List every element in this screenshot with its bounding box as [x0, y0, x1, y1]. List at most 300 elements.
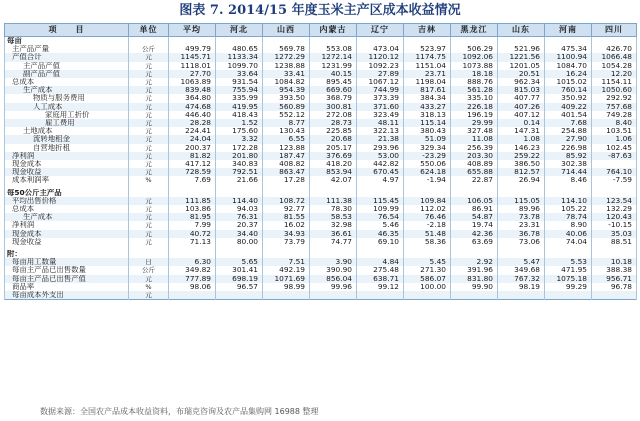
- data-cell: 1073.88: [451, 62, 498, 70]
- data-cell: 1.08: [498, 135, 545, 143]
- data-cell: 329.34: [404, 144, 451, 152]
- data-cell: 371.60: [357, 103, 404, 111]
- table-row: [5, 283, 637, 291]
- data-cell: -10.15: [592, 221, 637, 229]
- row-label: 附：: [5, 250, 129, 258]
- data-cell: -2.18: [404, 221, 451, 229]
- table-row: [5, 111, 637, 119]
- row-label: 商品率: [5, 283, 129, 291]
- data-cell: 446.40: [169, 111, 216, 119]
- data-cell: 96.57: [216, 283, 263, 291]
- data-cell: 88.51: [592, 238, 637, 246]
- data-cell: 523.97: [404, 45, 451, 53]
- column-header: 山东: [498, 24, 545, 37]
- data-cell: 655.88: [451, 168, 498, 176]
- data-cell: [216, 291, 263, 300]
- data-cell: 1084.70: [545, 62, 592, 70]
- data-cell: 442.82: [357, 160, 404, 168]
- table-row: [5, 168, 637, 176]
- data-cell: 1092.06: [451, 53, 498, 61]
- data-cell: 81.95: [169, 213, 216, 221]
- data-cell: 1272.14: [310, 53, 357, 61]
- data-cell: [169, 250, 216, 258]
- data-cell: 1015.02: [545, 78, 592, 86]
- data-cell: 196.19: [451, 111, 498, 119]
- column-header: 四川: [592, 24, 637, 37]
- data-cell: 5.53: [545, 258, 592, 266]
- row-unit: 元: [129, 144, 169, 152]
- data-cell: 0.14: [498, 119, 545, 127]
- data-cell: 8.46: [545, 176, 592, 184]
- data-cell: 21.66: [216, 176, 263, 184]
- data-cell: 254.88: [545, 127, 592, 135]
- data-cell: 51.48: [404, 230, 451, 238]
- data-cell: 78.74: [545, 213, 592, 221]
- data-cell: 569.78: [263, 45, 310, 53]
- data-cell: 21.38: [357, 135, 404, 143]
- data-cell: [310, 37, 357, 46]
- data-cell: 376.69: [310, 152, 357, 160]
- table-row: [5, 213, 637, 221]
- data-cell: 1133.34: [216, 53, 263, 61]
- data-cell: 48.11: [357, 119, 404, 127]
- data-cell: 111.85: [169, 197, 216, 205]
- row-unit: 元: [129, 103, 169, 111]
- row-unit: 元: [129, 86, 169, 94]
- data-cell: 78.30: [310, 205, 357, 213]
- row-label: 每亩成本外支出: [5, 291, 129, 300]
- data-cell: 368.79: [310, 94, 357, 102]
- page-title: 图表 7. 2014/15 年度玉米主产区成本收益情况: [179, 3, 461, 18]
- data-cell: 115.05: [498, 197, 545, 205]
- data-cell: 76.31: [216, 213, 263, 221]
- row-unit: %: [129, 176, 169, 184]
- data-cell: 17.28: [263, 176, 310, 184]
- row-label: 主产品产值: [5, 62, 129, 70]
- data-cell: 28.73: [310, 119, 357, 127]
- data-cell: [310, 291, 357, 300]
- data-cell: 561.28: [451, 86, 498, 94]
- data-cell: 956.71: [592, 275, 637, 283]
- data-cell: 300.81: [310, 103, 357, 111]
- data-cell: 80.00: [216, 238, 263, 246]
- data-cell: 831.80: [451, 275, 498, 283]
- data-cell: 954.39: [263, 86, 310, 94]
- data-cell: 669.60: [310, 86, 357, 94]
- data-cell: 409.22: [545, 103, 592, 111]
- row-unit: 元: [129, 291, 169, 300]
- row-label: 产值合计: [5, 53, 129, 61]
- data-cell: 744.99: [357, 86, 404, 94]
- row-unit: 元: [129, 119, 169, 127]
- data-cell: 407.12: [498, 111, 545, 119]
- data-cell: 1054.28: [592, 62, 637, 70]
- data-cell: 1071.69: [263, 275, 310, 283]
- table-row: [5, 86, 637, 94]
- data-cell: 1100.94: [545, 53, 592, 61]
- data-cell: 419.95: [216, 103, 263, 111]
- data-cell: 767.32: [498, 275, 545, 283]
- data-cell: 35.03: [592, 230, 637, 238]
- data-cell: 275.48: [357, 266, 404, 274]
- table-row: [5, 94, 637, 102]
- data-cell: 29.99: [451, 119, 498, 127]
- data-cell: 76.46: [404, 213, 451, 221]
- table-row: [5, 221, 637, 229]
- data-cell: 550.06: [404, 160, 451, 168]
- data-cell: 259.22: [498, 152, 545, 160]
- data-cell: 407.26: [498, 103, 545, 111]
- data-cell: [404, 37, 451, 46]
- data-cell: [592, 250, 637, 258]
- row-unit: [129, 250, 169, 258]
- row-unit: 元: [129, 160, 169, 168]
- row-label: 每亩主产品已出售数量: [5, 266, 129, 274]
- data-cell: [545, 189, 592, 197]
- data-cell: 114.10: [545, 197, 592, 205]
- data-cell: [216, 37, 263, 46]
- data-cell: 1.06: [592, 135, 637, 143]
- row-unit: [129, 37, 169, 46]
- data-cell: 99.29: [545, 283, 592, 291]
- row-unit: 元: [129, 221, 169, 229]
- row-label: 自营地折租: [5, 144, 129, 152]
- data-cell: 34.40: [216, 230, 263, 238]
- data-cell: 20.68: [310, 135, 357, 143]
- data-cell: 388.38: [592, 266, 637, 274]
- column-header: 辽宁: [357, 24, 404, 37]
- data-cell: 815.03: [498, 86, 545, 94]
- data-cell: [498, 250, 545, 258]
- data-cell: 272.08: [310, 111, 357, 119]
- data-cell: 839.48: [169, 86, 216, 94]
- data-cell: 1154.11: [592, 78, 637, 86]
- data-cell: 10.18: [592, 258, 637, 266]
- data-cell: 27.89: [357, 70, 404, 78]
- data-cell: 42.36: [451, 230, 498, 238]
- row-label: 净利润: [5, 152, 129, 160]
- data-cell: 103.51: [592, 127, 637, 135]
- data-cell: 380.43: [404, 127, 451, 135]
- data-cell: [357, 37, 404, 46]
- section-row: [5, 250, 637, 258]
- data-cell: 34.93: [263, 230, 310, 238]
- data-cell: 109.84: [404, 197, 451, 205]
- table-row: [5, 127, 637, 135]
- data-cell: 349.82: [169, 266, 216, 274]
- data-cell: 4.84: [357, 258, 404, 266]
- data-cell: 99.12: [357, 283, 404, 291]
- data-cell: [310, 189, 357, 197]
- data-cell: 106.05: [451, 197, 498, 205]
- data-cell: 96.78: [592, 283, 637, 291]
- data-cell: [263, 291, 310, 300]
- data-cell: 58.36: [404, 238, 451, 246]
- data-cell: -1.94: [404, 176, 451, 184]
- data-cell: 1099.70: [216, 62, 263, 70]
- data-cell: 1201.05: [498, 62, 545, 70]
- data-cell: 301.41: [216, 266, 263, 274]
- data-cell: 1118.01: [169, 62, 216, 70]
- data-cell: 100.00: [404, 283, 451, 291]
- data-cell: 670.45: [357, 168, 404, 176]
- data-cell: -23.29: [404, 152, 451, 160]
- row-label: 家庭用工折价: [5, 111, 129, 119]
- data-cell: 863.47: [263, 168, 310, 176]
- data-cell: 73.06: [498, 238, 545, 246]
- data-cell: 225.85: [310, 127, 357, 135]
- data-cell: 81.82: [169, 152, 216, 160]
- data-cell: 8.90: [545, 221, 592, 229]
- data-cell: 5.65: [216, 258, 263, 266]
- data-cell: 1151.04: [404, 62, 451, 70]
- data-cell: [263, 189, 310, 197]
- row-label: 雇工费用: [5, 119, 129, 127]
- data-cell: [451, 291, 498, 300]
- data-cell: 812.57: [498, 168, 545, 176]
- section-row: [5, 189, 637, 197]
- data-cell: 226.98: [545, 144, 592, 152]
- data-cell: 1272.29: [263, 53, 310, 61]
- data-cell: 1238.88: [263, 62, 310, 70]
- row-label: 净利润: [5, 221, 129, 229]
- data-cell: [404, 291, 451, 300]
- row-unit: 元: [129, 152, 169, 160]
- data-cell: 46.35: [357, 230, 404, 238]
- data-cell: 856.04: [310, 275, 357, 283]
- row-label: 现金成本: [5, 230, 129, 238]
- data-cell: 73.78: [498, 213, 545, 221]
- data-cell: -7.59: [592, 176, 637, 184]
- data-cell: 98.06: [169, 283, 216, 291]
- data-cell: 499.79: [169, 45, 216, 53]
- row-label: 人工成本: [5, 103, 129, 111]
- data-cell: 384.34: [404, 94, 451, 102]
- data-cell: 2.92: [451, 258, 498, 266]
- data-cell: 1174.75: [404, 53, 451, 61]
- data-cell: 19.74: [451, 221, 498, 229]
- data-cell: 147.31: [498, 127, 545, 135]
- row-unit: %: [129, 283, 169, 291]
- data-cell: 426.70: [592, 45, 637, 53]
- data-cell: 1120.12: [357, 53, 404, 61]
- row-label: 主产品产量: [5, 45, 129, 53]
- data-cell: 105.22: [545, 205, 592, 213]
- data-cell: 1084.82: [263, 78, 310, 86]
- row-label: 每亩主产品已出售产值: [5, 275, 129, 283]
- data-cell: [310, 250, 357, 258]
- data-cell: 335.99: [216, 94, 263, 102]
- data-cell: 7.51: [263, 258, 310, 266]
- column-header: 黑龙江: [451, 24, 498, 37]
- column-header: 单位: [129, 24, 169, 37]
- data-cell: 123.54: [592, 197, 637, 205]
- data-cell: 521.96: [498, 45, 545, 53]
- row-unit: 元: [129, 213, 169, 221]
- data-cell: 1050.60: [592, 86, 637, 94]
- table-row: [5, 275, 637, 283]
- row-unit: 元: [129, 78, 169, 86]
- data-cell: 757.68: [592, 103, 637, 111]
- data-cell: 36.78: [498, 230, 545, 238]
- data-cell: 175.60: [216, 127, 263, 135]
- data-cell: 226.18: [451, 103, 498, 111]
- data-cell: 433.27: [404, 103, 451, 111]
- data-cell: 749.28: [592, 111, 637, 119]
- data-cell: 418.43: [216, 111, 263, 119]
- data-cell: 698.19: [216, 275, 263, 283]
- data-cell: 86.91: [451, 205, 498, 213]
- data-cell: [169, 37, 216, 46]
- data-cell: 931.54: [216, 78, 263, 86]
- data-cell: 94.03: [216, 205, 263, 213]
- row-label: 总成本: [5, 78, 129, 86]
- data-cell: 560.89: [263, 103, 310, 111]
- row-label: 每亩: [5, 37, 129, 46]
- data-cell: 201.80: [216, 152, 263, 160]
- data-cell: 853.94: [310, 168, 357, 176]
- data-cell: [263, 37, 310, 46]
- data-cell: 638.71: [357, 275, 404, 283]
- source-note: 数据来源：全国农产品成本收益资料，布瑞克咨询及农产品集购网 16988 整理: [40, 407, 319, 416]
- row-label: 生产成本: [5, 213, 129, 221]
- data-cell: 123.88: [263, 144, 310, 152]
- data-cell: 99.96: [310, 283, 357, 291]
- row-unit: 元: [129, 238, 169, 246]
- data-cell: [498, 291, 545, 300]
- row-unit: 公斤: [129, 266, 169, 274]
- row-unit: 元: [129, 53, 169, 61]
- data-cell: [545, 250, 592, 258]
- data-cell: 1198.04: [404, 78, 451, 86]
- data-cell: 115.45: [357, 197, 404, 205]
- row-label: 副产品产值: [5, 70, 129, 78]
- data-cell: 408.82: [263, 160, 310, 168]
- data-cell: 26.94: [498, 176, 545, 184]
- data-cell: 23.71: [404, 70, 451, 78]
- data-cell: 1075.18: [545, 275, 592, 283]
- data-cell: 22.87: [451, 176, 498, 184]
- data-cell: 85.92: [545, 152, 592, 160]
- data-cell: 586.07: [404, 275, 451, 283]
- table-row: [5, 266, 637, 274]
- data-cell: 24.04: [169, 135, 216, 143]
- data-cell: 292.92: [592, 94, 637, 102]
- row-label: 生产成本: [5, 86, 129, 94]
- data-cell: 714.44: [545, 168, 592, 176]
- data-cell: 817.61: [404, 86, 451, 94]
- data-cell: 1063.89: [169, 78, 216, 86]
- data-cell: [404, 250, 451, 258]
- data-cell: 553.08: [310, 45, 357, 53]
- data-cell: 335.10: [451, 94, 498, 102]
- data-cell: 6.30: [169, 258, 216, 266]
- data-cell: 386.50: [498, 160, 545, 168]
- table-row: [5, 53, 637, 61]
- table-row: [5, 152, 637, 160]
- data-cell: 33.64: [216, 70, 263, 78]
- data-cell: 203.30: [451, 152, 498, 160]
- table-row: [5, 160, 637, 168]
- data-cell: 42.07: [310, 176, 357, 184]
- data-cell: 23.31: [498, 221, 545, 229]
- data-cell: [451, 189, 498, 197]
- data-cell: 51.09: [404, 135, 451, 143]
- data-cell: 11.08: [451, 135, 498, 143]
- data-cell: [169, 189, 216, 197]
- data-cell: [545, 291, 592, 300]
- row-label: 现金收益: [5, 238, 129, 246]
- data-cell: [357, 250, 404, 258]
- data-cell: 187.47: [263, 152, 310, 160]
- data-cell: 89.96: [498, 205, 545, 213]
- data-cell: 271.30: [404, 266, 451, 274]
- data-cell: 624.18: [404, 168, 451, 176]
- data-cell: 76.54: [357, 213, 404, 221]
- column-header: 吉林: [404, 24, 451, 37]
- data-cell: 293.96: [357, 144, 404, 152]
- column-header: 项 目: [5, 24, 129, 37]
- data-cell: 109.99: [357, 205, 404, 213]
- data-cell: 20.37: [216, 221, 263, 229]
- data-cell: 146.23: [498, 144, 545, 152]
- row-label: 物质与服务费用: [5, 94, 129, 102]
- data-cell: 102.45: [592, 144, 637, 152]
- data-cell: 205.17: [310, 144, 357, 152]
- table-header-row: [5, 24, 637, 37]
- data-cell: 408.89: [451, 160, 498, 168]
- data-cell: 16.24: [545, 70, 592, 78]
- data-cell: 99.90: [451, 283, 498, 291]
- data-cell: 40.06: [545, 230, 592, 238]
- data-cell: 393.50: [263, 94, 310, 102]
- data-cell: 5.46: [357, 221, 404, 229]
- data-cell: [216, 250, 263, 258]
- column-header: 内蒙古: [310, 24, 357, 37]
- data-cell: [592, 291, 637, 300]
- column-header: 河北: [216, 24, 263, 37]
- table-row: [5, 144, 637, 152]
- row-unit: 元: [129, 70, 169, 78]
- data-cell: 777.89: [169, 275, 216, 283]
- data-cell: 474.68: [169, 103, 216, 111]
- row-unit: 元: [129, 62, 169, 70]
- data-cell: 340.83: [216, 160, 263, 168]
- row-unit: 公斤: [129, 45, 169, 53]
- data-cell: 18.18: [451, 70, 498, 78]
- data-cell: 114.40: [216, 197, 263, 205]
- data-cell: 63.69: [451, 238, 498, 246]
- table-row: [5, 197, 637, 205]
- data-cell: [216, 189, 263, 197]
- row-unit: 元: [129, 197, 169, 205]
- data-cell: 3.32: [216, 135, 263, 143]
- data-cell: 130.43: [263, 127, 310, 135]
- data-cell: 418.20: [310, 160, 357, 168]
- data-cell: 111.38: [310, 197, 357, 205]
- data-cell: 401.54: [545, 111, 592, 119]
- table-body: [5, 37, 637, 300]
- table-row: [5, 291, 637, 300]
- data-cell: 407.77: [498, 94, 545, 102]
- data-cell: 417.12: [169, 160, 216, 168]
- data-cell: 5.47: [498, 258, 545, 266]
- data-cell: 792.51: [216, 168, 263, 176]
- data-cell: 81.55: [263, 213, 310, 221]
- data-cell: 7.99: [169, 221, 216, 229]
- data-cell: 28.28: [169, 119, 216, 127]
- data-cell: 895.45: [310, 78, 357, 86]
